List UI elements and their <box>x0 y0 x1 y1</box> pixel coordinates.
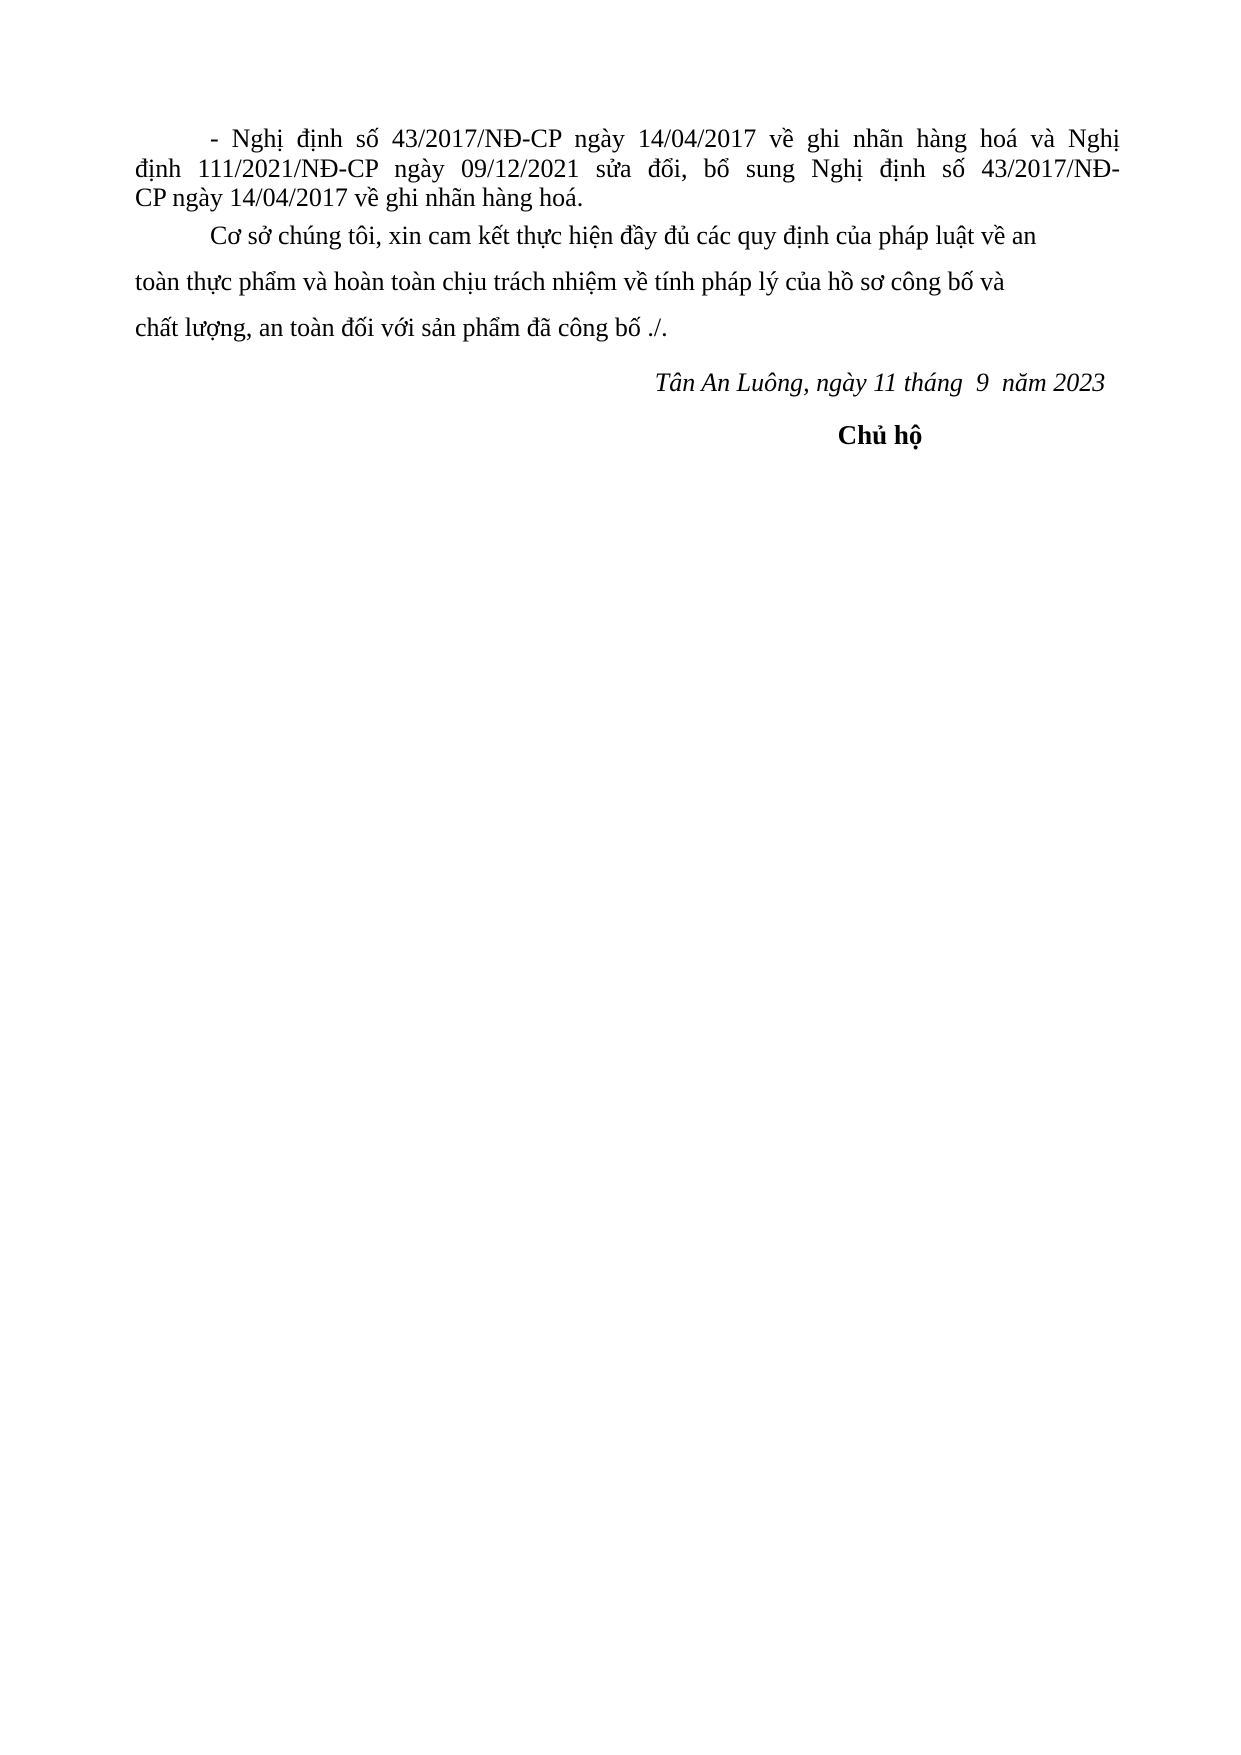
paragraph-decree-line-2: định 111/2021/NĐ-CP ngày 09/12/2021 sửa đổi, bổ sung Nghị định số 43/2017/NĐ- <box>135 153 1120 183</box>
place-date-line: Tân An Luông, ngày 11 tháng 9 năm 2023 <box>654 367 1106 397</box>
paragraph-commitment <box>135 213 1120 351</box>
paragraph-commitment-line-1: Cơ sở chúng tôi, xin cam kết thực hiện đầy đủ các quy định của pháp luật về an <box>210 220 1037 250</box>
paragraph-decree-line-1: - Nghị định số 43/2017/NĐ-CP ngày 14/04/2017 về ghi nhãn hàng hoá và Nghị <box>210 124 1120 153</box>
paragraph-commitment-line-2: toàn thực phẩm và hoàn toàn chịu trách nhiệm về tính pháp lý của hồ sơ công bố và <box>135 266 1005 296</box>
signature-block <box>640 367 1120 451</box>
paragraph-decree <box>135 124 1120 213</box>
signer-title: Chủ hộ <box>837 419 923 450</box>
paragraph-commitment-line-3: chất lượng, an toàn đối với sản phẩm đã công bố ./. <box>135 312 668 342</box>
document-content <box>135 124 1120 451</box>
paragraph-decree-line-3: CP ngày 14/04/2017 về ghi nhãn hàng hoá. <box>135 183 584 212</box>
